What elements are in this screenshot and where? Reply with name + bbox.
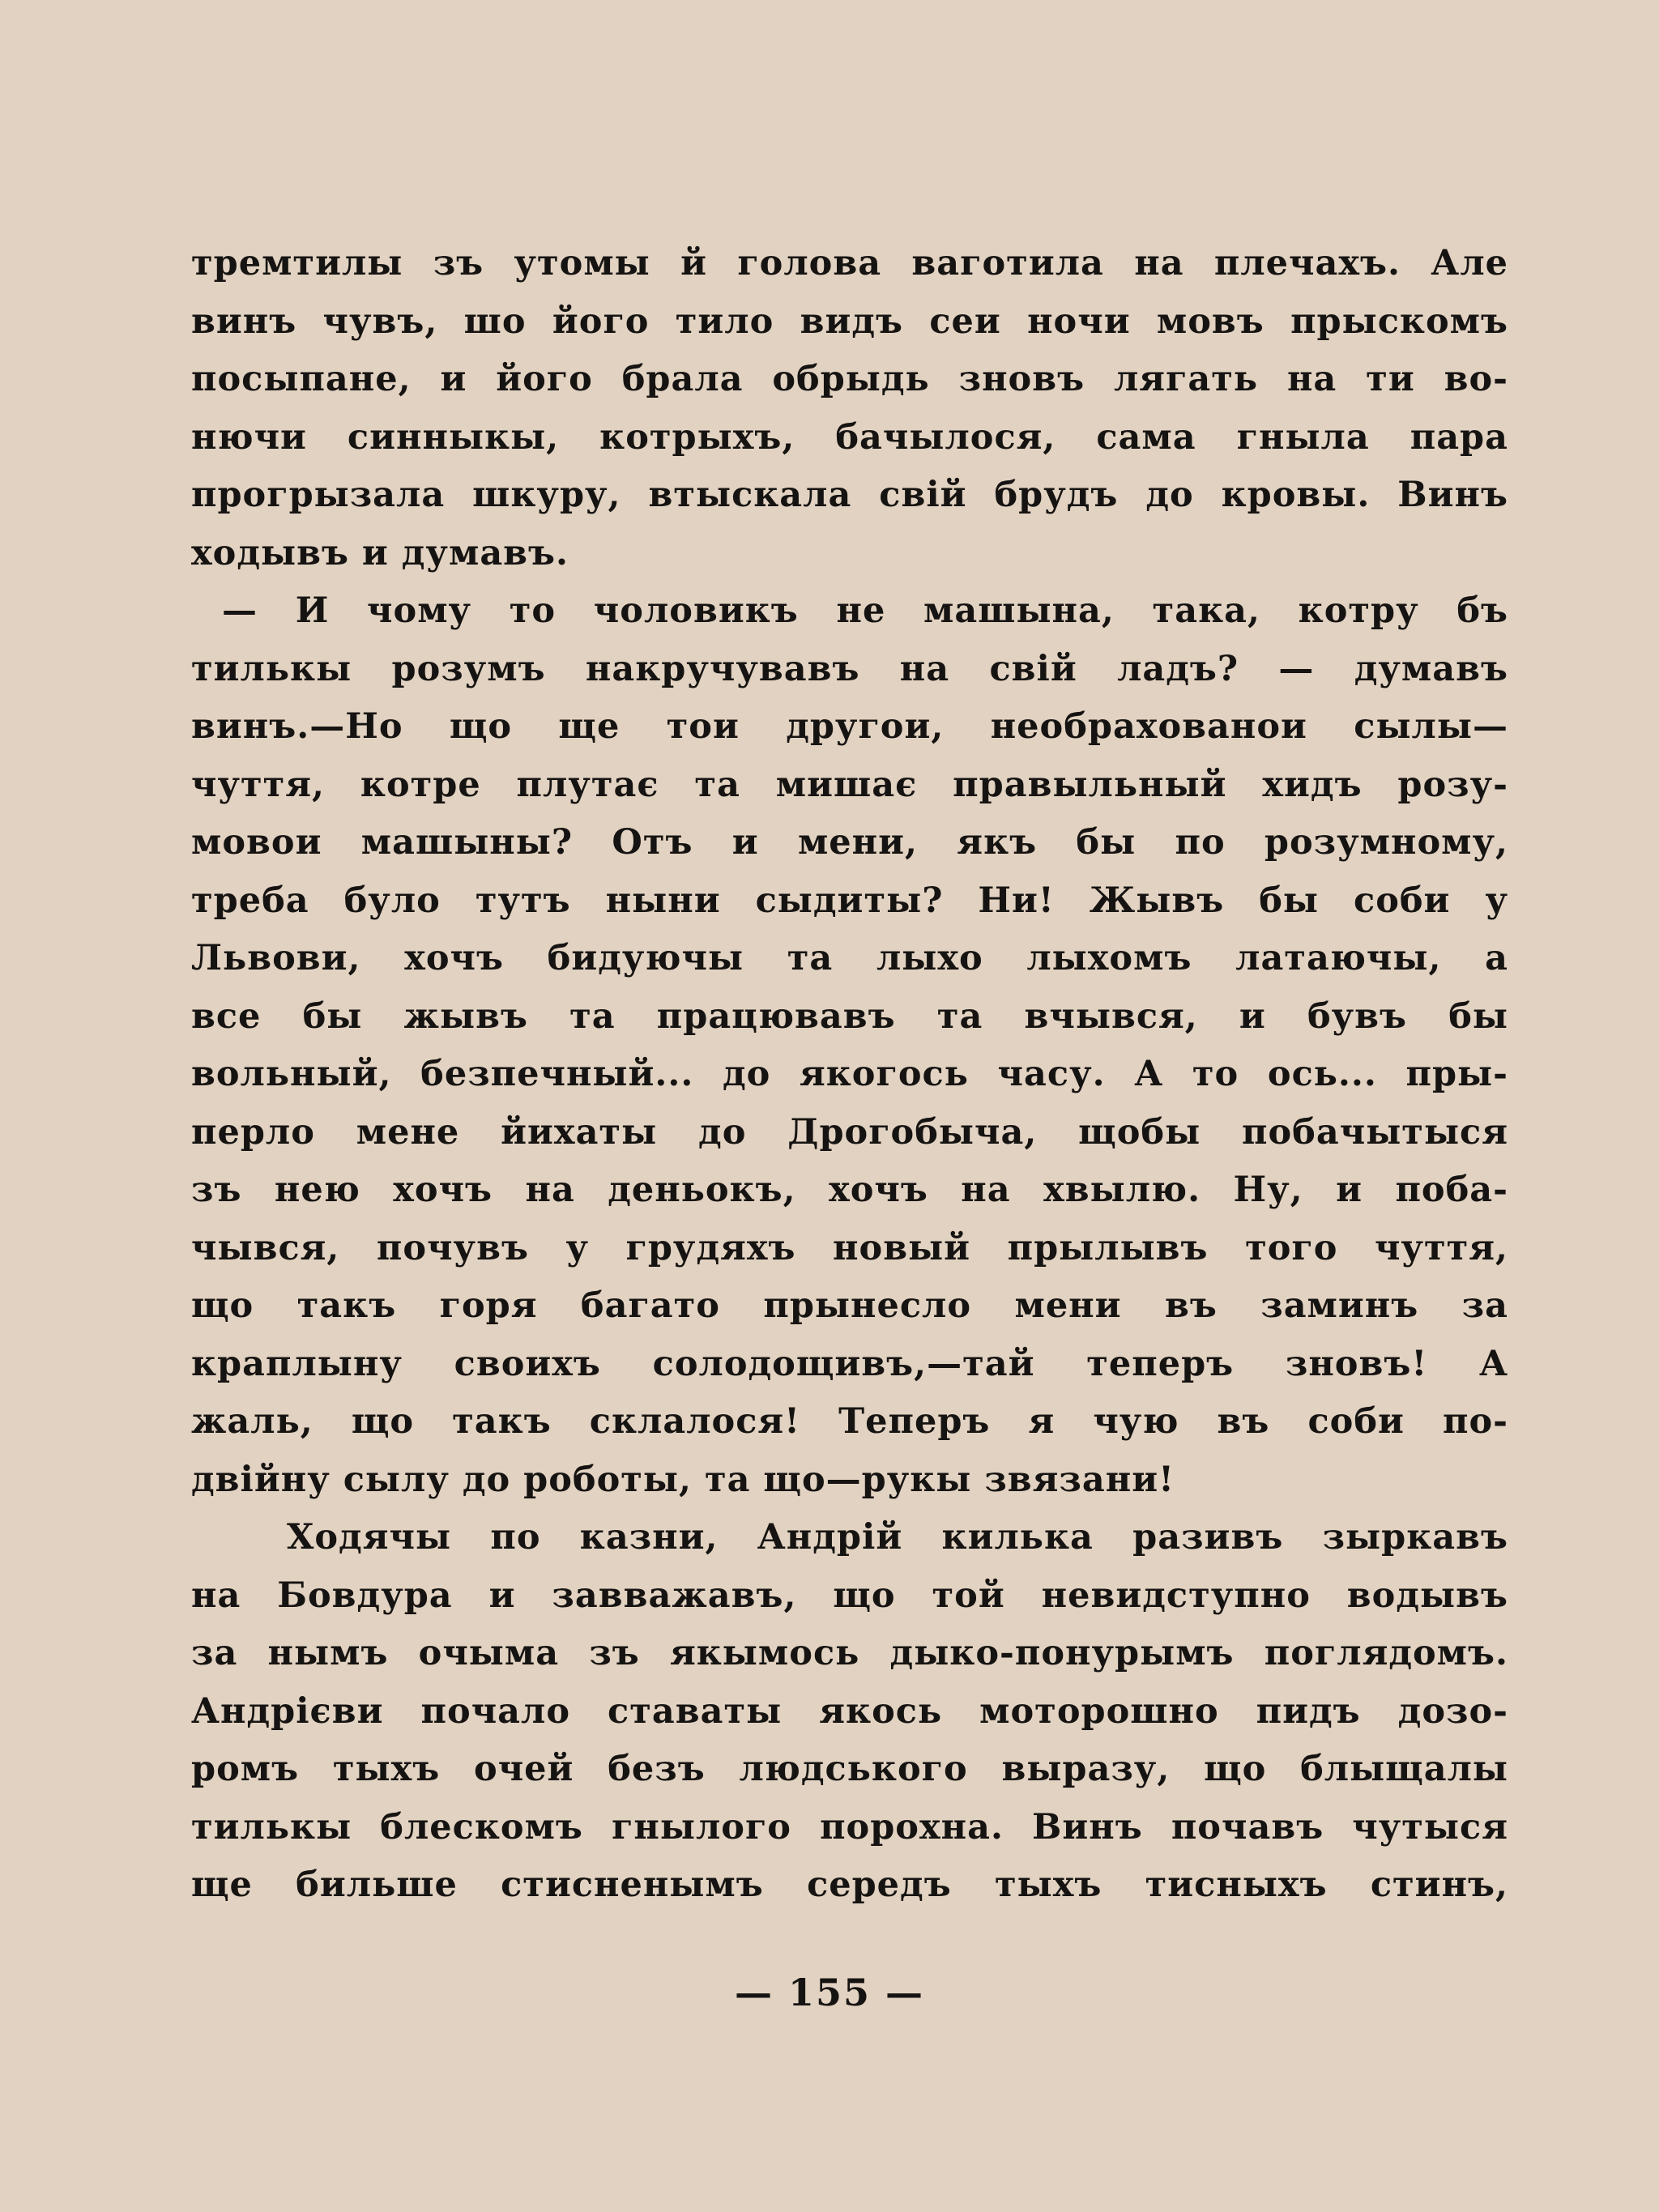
page-number: — 155 — [734, 1971, 925, 2014]
text-line: Андрієви почало ставаты якось моторошно пидъ дозо- [191, 1690, 1508, 1732]
text-line: — И чому то чоловикъ не машына, така, котру бъ [222, 590, 1508, 631]
text-line: жаль, що такъ склалося! Теперъ я чую въ соби по- [191, 1401, 1508, 1442]
text-line: чывся, почувъ у грудяхъ новый прылывъ того чуття, [191, 1227, 1508, 1268]
text-line: чуття, котре плутає та мишає правыльный хидъ розу- [191, 764, 1508, 805]
text-line: мовои машыны? Отъ и мени, якъ бы по розумному, [191, 822, 1508, 863]
text-line: на Бовдура и завважавъ, що той невидступно водывъ [191, 1575, 1508, 1616]
text-line: ходывъ и думавъ. [191, 532, 569, 573]
text-line: винъ чувъ, шо його тило видъ сеи ночи мовъ прыскомъ [191, 300, 1508, 342]
text-line: ромъ тыхъ очей безъ людського выразу, що блыщалы [191, 1749, 1508, 1789]
text-line: тилькы розумъ накручувавъ на свій ладъ? — думавъ [191, 648, 1508, 689]
body-text [191, 235, 1508, 1915]
text-line: Ходячы по казни, Андрій килька разивъ зыркавъ [287, 1517, 1508, 1558]
text-line: винъ.—Но що ще тои другои, необрахованои сылы— [191, 706, 1508, 747]
text-line: Львови, хочъ бидуючы та лыхо лыхомъ латаючы, а [191, 938, 1508, 978]
text-line: посыпане, и його брала обрыдь зновъ лягать на ти во- [191, 359, 1508, 399]
text-line: перло мене йихаты до Дрогобыча, щобы побачытыся [191, 1111, 1508, 1153]
text-line: ще бильше стисненымъ середъ тыхъ тисныхъ стинъ, [191, 1865, 1508, 1905]
text-line: прогрызала шкуру, втыскала свій брудъ до кровы. Винъ [191, 475, 1508, 515]
text-line: за нымъ очыма зъ якымось дыко-понурымъ поглядомъ. [191, 1633, 1508, 1673]
text-line: зъ нею хочъ на деньокъ, хочъ на хвылю. Ну, и поба- [191, 1170, 1508, 1210]
text-line: двійну сылу до роботы, та що—рукы звязани! [191, 1459, 1175, 1500]
text-line: нючи синныкы, котрыхъ, бачылося, сама гныла пара [191, 416, 1508, 458]
text-line: тилькы блескомъ гнылого порохна. Винъ почавъ чутыся [191, 1806, 1508, 1848]
text-line: що такъ горя багато прынесло мени въ заминъ за [191, 1285, 1508, 1326]
text-line: тремтилы зъ утомы й голова ваготила на плечахъ. Але [191, 243, 1508, 283]
text-line: краплыну своихъ солодощивъ,—тай теперъ зновъ! А [191, 1343, 1508, 1384]
text-line: все бы жывъ та працювавъ та вчывся, и бувъ бы [191, 995, 1508, 1037]
text-line: вольный, безпечный... до якогось часу. А то ось... пры- [191, 1054, 1508, 1094]
text-line: треба було тутъ ныни сыдиты? Ни! Жывъ бы соби у [191, 880, 1508, 921]
